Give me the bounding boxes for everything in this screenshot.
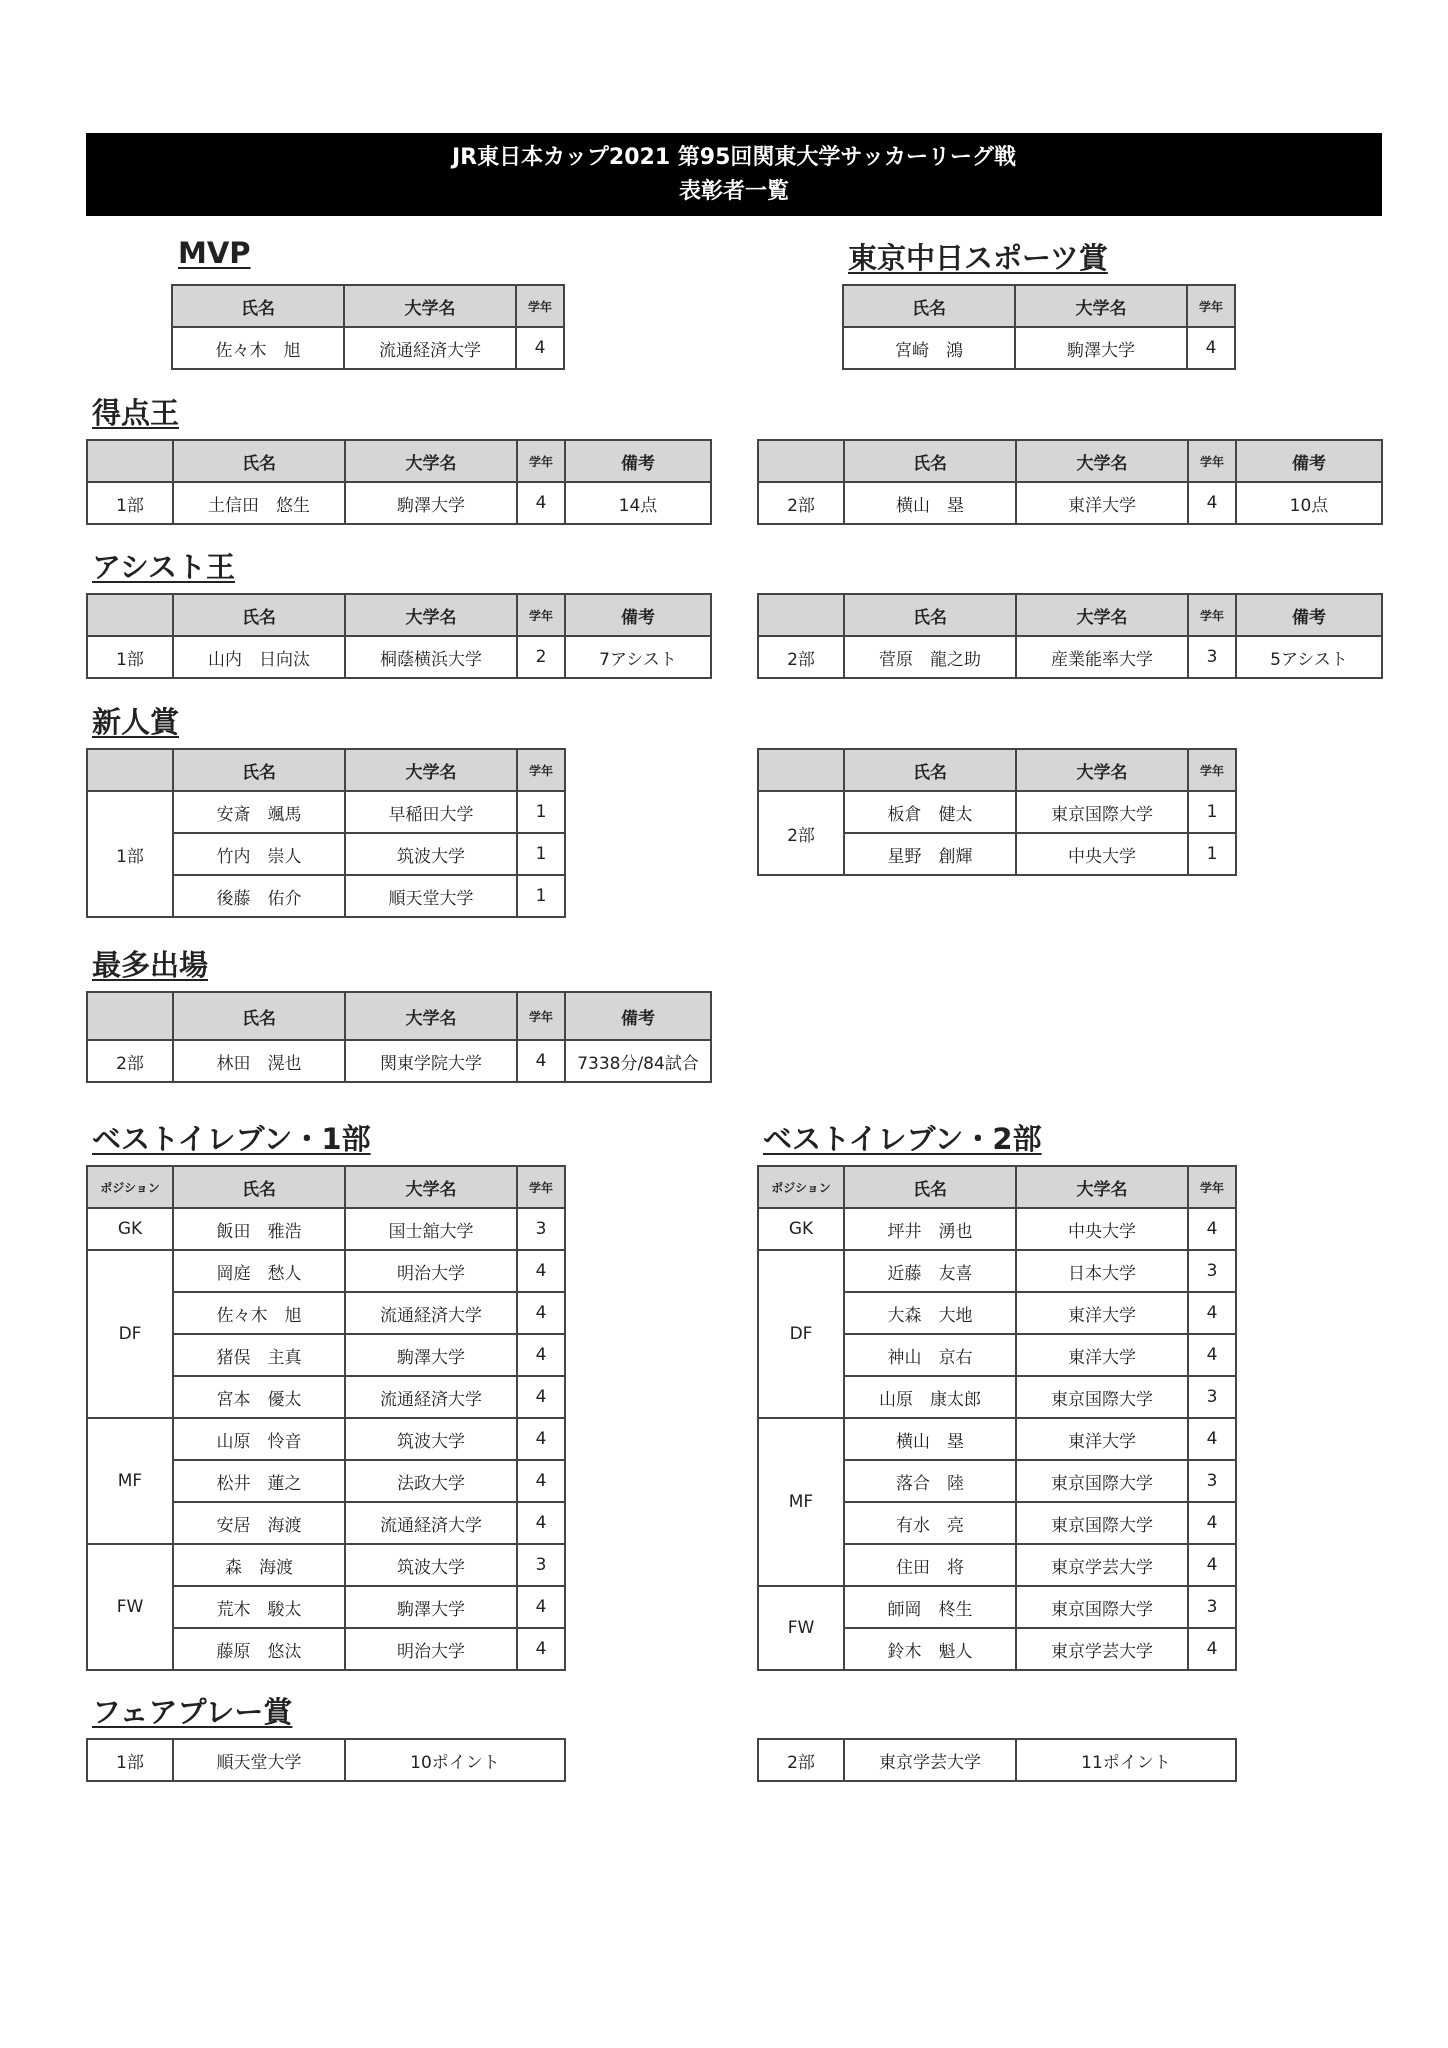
cell-name: 宮崎 鴻	[843, 327, 1015, 369]
table-header-row	[87, 440, 711, 482]
cell-university: 流通経済大学	[345, 1292, 517, 1334]
cell-name: 菅原 龍之助	[844, 636, 1016, 678]
cell-grade: 4	[517, 1040, 565, 1082]
header-grade: 学年	[516, 285, 564, 327]
top-scorer-div2-table	[757, 439, 1383, 525]
header-university: 大学名	[1016, 594, 1188, 636]
cell-name: 松井 蓮之	[173, 1460, 345, 1502]
header-name: 氏名	[173, 1166, 345, 1208]
cell-grade: 4	[1188, 1544, 1236, 1586]
header-title: JR東日本カップ2021 第95回関東大学サッカーリーグ戦	[452, 145, 1016, 170]
header-name: 氏名	[173, 992, 345, 1040]
cell-grade: 1	[517, 791, 565, 833]
cell-grade: 4	[517, 1376, 565, 1418]
cell-university: 中央大学	[1016, 833, 1188, 875]
cell-division: 2部	[87, 1040, 173, 1082]
best11-div2-table	[757, 1165, 1237, 1671]
header-university: 大学名	[1016, 440, 1188, 482]
header-blank	[758, 594, 844, 636]
cell-university: 流通経済大学	[345, 1376, 517, 1418]
cell-university: 東洋大学	[1016, 1334, 1188, 1376]
assist-div1-table	[86, 593, 712, 679]
cell-name: 鈴木 魁人	[844, 1628, 1016, 1670]
cell-name: 荒木 駿太	[173, 1586, 345, 1628]
cell-grade: 4	[517, 1334, 565, 1376]
table-row	[87, 636, 711, 678]
cell-university: 関東学院大学	[345, 1040, 517, 1082]
cell-grade: 4	[517, 1292, 565, 1334]
table-row	[758, 1586, 1236, 1628]
cell-university: 中央大学	[1016, 1208, 1188, 1250]
table-row	[843, 327, 1235, 369]
cell-name: 大森 大地	[844, 1292, 1016, 1334]
header-position: ポジション	[758, 1166, 844, 1208]
table-row	[172, 327, 564, 369]
cell-grade: 1	[1188, 791, 1236, 833]
table-row	[758, 636, 1382, 678]
header-grade: 学年	[1188, 594, 1236, 636]
cell-university: 駒澤大学	[1015, 327, 1187, 369]
cell-university: 流通経済大学	[344, 327, 516, 369]
header-university: 大学名	[345, 594, 517, 636]
header-university: 大学名	[345, 1166, 517, 1208]
table-row	[758, 1250, 1236, 1292]
cell-name: 板倉 健太	[844, 791, 1016, 833]
cell-name: 安斎 颯馬	[173, 791, 345, 833]
cell-grade: 1	[517, 875, 565, 917]
cell-grade: 4	[517, 1628, 565, 1670]
fair-play-div2-table	[757, 1738, 1237, 1782]
cell-position: DF	[87, 1250, 173, 1418]
cell-grade: 4	[517, 1418, 565, 1460]
header-name: 氏名	[844, 440, 1016, 482]
most-appearances-table	[86, 991, 712, 1083]
cell-university: 順天堂大学	[173, 1739, 345, 1781]
header-note: 備考	[565, 440, 711, 482]
cell-grade: 4	[517, 1460, 565, 1502]
table-header-row	[87, 749, 565, 791]
cell-position: MF	[758, 1418, 844, 1586]
cell-grade: 3	[517, 1544, 565, 1586]
cell-university: 産業能率大学	[1016, 636, 1188, 678]
cell-division: 1部	[87, 482, 173, 524]
cell-university: 桐蔭横浜大学	[345, 636, 517, 678]
cell-name: 土信田 悠生	[173, 482, 345, 524]
cell-university: 駒澤大学	[345, 1334, 517, 1376]
cell-grade: 4	[516, 327, 564, 369]
cell-position: FW	[758, 1586, 844, 1670]
header-blank	[87, 749, 173, 791]
header-name: 氏名	[844, 594, 1016, 636]
header-note: 備考	[565, 992, 711, 1040]
table-header-row	[87, 594, 711, 636]
header-note: 備考	[1236, 594, 1382, 636]
header-grade: 学年	[1188, 749, 1236, 791]
table-header-row	[87, 992, 711, 1040]
cell-name: 林田 滉也	[173, 1040, 345, 1082]
table-header-row	[172, 285, 564, 327]
cell-name: 落合 陸	[844, 1460, 1016, 1502]
cell-grade: 4	[1188, 1334, 1236, 1376]
cell-points: 10ポイント	[345, 1739, 565, 1781]
cell-university: 筑波大学	[345, 1418, 517, 1460]
cell-name: 飯田 雅浩	[173, 1208, 345, 1250]
mvp-title: MVP	[178, 236, 251, 270]
table-row	[87, 1208, 565, 1250]
cell-division: 1部	[87, 1739, 173, 1781]
cell-university: 東京国際大学	[1016, 1460, 1188, 1502]
table-header-row	[758, 1166, 1236, 1208]
table-header-row	[843, 285, 1235, 327]
cell-university: 流通経済大学	[345, 1502, 517, 1544]
cell-university: 国士舘大学	[345, 1208, 517, 1250]
header-name: 氏名	[844, 749, 1016, 791]
header-university: 大学名	[344, 285, 516, 327]
header-grade: 学年	[1188, 1166, 1236, 1208]
cell-university: 法政大学	[345, 1460, 517, 1502]
cell-name: 佐々木 旭	[173, 1292, 345, 1334]
cell-grade: 1	[1188, 833, 1236, 875]
cell-name: 師岡 柊生	[844, 1586, 1016, 1628]
header-university: 大学名	[345, 992, 517, 1040]
header-name: 氏名	[172, 285, 344, 327]
table-row	[87, 482, 711, 524]
cell-name: 竹内 崇人	[173, 833, 345, 875]
cell-name: 佐々木 旭	[172, 327, 344, 369]
table-header-row	[758, 749, 1236, 791]
cell-name: 後藤 佑介	[173, 875, 345, 917]
cell-note: 10点	[1236, 482, 1382, 524]
header-university: 大学名	[1015, 285, 1187, 327]
most-appearances-title: 最多出場	[92, 948, 209, 982]
cell-name: 横山 塁	[844, 1418, 1016, 1460]
cell-note: 5アシスト	[1236, 636, 1382, 678]
cell-university: 明治大学	[345, 1628, 517, 1670]
cell-division: 2部	[758, 1739, 844, 1781]
tokyo-chunichi-table	[842, 284, 1236, 370]
cell-grade: 3	[1188, 1250, 1236, 1292]
cell-grade: 4	[1187, 327, 1235, 369]
header-position: ポジション	[87, 1166, 173, 1208]
cell-university: 日本大学	[1016, 1250, 1188, 1292]
cell-university: 筑波大学	[345, 833, 517, 875]
header-subtitle: 表彰者一覧	[678, 179, 789, 204]
cell-university: 駒澤大学	[345, 482, 517, 524]
best11-div1-table	[86, 1165, 566, 1671]
cell-university: 順天堂大学	[345, 875, 517, 917]
header-note: 備考	[565, 594, 711, 636]
rookie-title: 新人賞	[92, 705, 180, 739]
cell-position: MF	[87, 1418, 173, 1544]
table-row	[87, 1544, 565, 1586]
cell-grade: 3	[1188, 636, 1236, 678]
best11-div2-title: ベストイレブン・2部	[763, 1122, 1042, 1156]
table-row	[87, 1040, 711, 1082]
cell-division: 1部	[87, 791, 173, 917]
table-row	[758, 482, 1382, 524]
header-name: 氏名	[173, 594, 345, 636]
cell-position: FW	[87, 1544, 173, 1670]
header-university: 大学名	[1016, 749, 1188, 791]
cell-name: 横山 塁	[844, 482, 1016, 524]
cell-grade: 4	[1188, 1628, 1236, 1670]
table-header-row	[758, 440, 1382, 482]
header-grade: 学年	[517, 1166, 565, 1208]
cell-name: 岡庭 愁人	[173, 1250, 345, 1292]
cell-university: 東京学芸大学	[1016, 1628, 1188, 1670]
cell-points: 11ポイント	[1016, 1739, 1236, 1781]
cell-grade: 4	[517, 1250, 565, 1292]
cell-university: 東洋大学	[1016, 1418, 1188, 1460]
table-row	[87, 791, 565, 833]
table-row	[758, 1739, 1236, 1781]
header-grade: 学年	[517, 440, 565, 482]
cell-university: 駒澤大学	[345, 1586, 517, 1628]
table-row	[87, 1418, 565, 1460]
cell-name: 住田 将	[844, 1544, 1016, 1586]
header-blank	[758, 440, 844, 482]
table-row	[87, 1250, 565, 1292]
cell-name: 山原 怜音	[173, 1418, 345, 1460]
table-header-row	[758, 594, 1382, 636]
cell-division: 1部	[87, 636, 173, 678]
cell-name: 坪井 湧也	[844, 1208, 1016, 1250]
cell-university: 東京学芸大学	[844, 1739, 1016, 1781]
cell-university: 東京国際大学	[1016, 791, 1188, 833]
assist-title: アシスト王	[92, 550, 235, 584]
cell-grade: 4	[517, 1502, 565, 1544]
cell-name: 星野 創輝	[844, 833, 1016, 875]
cell-name: 山原 康太郎	[844, 1376, 1016, 1418]
table-row	[758, 1208, 1236, 1250]
mvp-table	[171, 284, 565, 370]
header-blank	[87, 594, 173, 636]
cell-grade: 4	[1188, 1292, 1236, 1334]
cell-position: GK	[758, 1208, 844, 1250]
cell-name: 猪俣 主真	[173, 1334, 345, 1376]
cell-name: 有水 亮	[844, 1502, 1016, 1544]
header-grade: 学年	[517, 749, 565, 791]
header-grade: 学年	[1187, 285, 1235, 327]
fair-play-div1-table	[86, 1738, 566, 1782]
cell-university: 東京国際大学	[1016, 1502, 1188, 1544]
cell-name: 安居 海渡	[173, 1502, 345, 1544]
header-university: 大学名	[345, 749, 517, 791]
header-blank	[87, 440, 173, 482]
table-row	[758, 791, 1236, 833]
cell-grade: 3	[1188, 1586, 1236, 1628]
tokyo-chunichi-title: 東京中日スポーツ賞	[848, 241, 1108, 275]
cell-name: 宮本 優太	[173, 1376, 345, 1418]
cell-name: 神山 京右	[844, 1334, 1016, 1376]
top-scorer-div1-table	[86, 439, 712, 525]
header-grade: 学年	[517, 992, 565, 1040]
cell-grade: 4	[1188, 1418, 1236, 1460]
header-note: 備考	[1236, 440, 1382, 482]
cell-grade: 3	[517, 1208, 565, 1250]
cell-division: 2部	[758, 791, 844, 875]
cell-position: DF	[758, 1250, 844, 1418]
cell-university: 東洋大学	[1016, 1292, 1188, 1334]
cell-grade: 4	[1188, 1208, 1236, 1250]
top-scorer-title: 得点王	[92, 396, 180, 430]
cell-university: 筑波大学	[345, 1544, 517, 1586]
header-name: 氏名	[843, 285, 1015, 327]
header-name: 氏名	[173, 749, 345, 791]
header-blank	[758, 749, 844, 791]
cell-grade: 3	[1188, 1376, 1236, 1418]
cell-name: 藤原 悠汰	[173, 1628, 345, 1670]
cell-grade: 4	[517, 1586, 565, 1628]
header-university: 大学名	[1016, 1166, 1188, 1208]
cell-grade: 4	[1188, 1502, 1236, 1544]
cell-grade: 4	[517, 482, 565, 524]
cell-position: GK	[87, 1208, 173, 1250]
cell-name: 森 海渡	[173, 1544, 345, 1586]
cell-university: 早稲田大学	[345, 791, 517, 833]
header-name: 氏名	[844, 1166, 1016, 1208]
rookie-div2-table	[757, 748, 1237, 876]
cell-name: 近藤 友喜	[844, 1250, 1016, 1292]
cell-division: 2部	[758, 482, 844, 524]
table-row	[87, 1739, 565, 1781]
cell-name: 山内 日向汰	[173, 636, 345, 678]
rookie-div1-table	[86, 748, 566, 918]
cell-note: 7338分/84試合	[565, 1040, 711, 1082]
cell-grade: 1	[517, 833, 565, 875]
cell-university: 東京国際大学	[1016, 1376, 1188, 1418]
cell-university: 東洋大学	[1016, 482, 1188, 524]
header-university: 大学名	[345, 440, 517, 482]
cell-grade: 4	[1188, 482, 1236, 524]
header-grade: 学年	[517, 594, 565, 636]
cell-note: 14点	[565, 482, 711, 524]
cell-university: 東京学芸大学	[1016, 1544, 1188, 1586]
header-name: 氏名	[173, 440, 345, 482]
cell-grade: 2	[517, 636, 565, 678]
cell-division: 2部	[758, 636, 844, 678]
table-row	[758, 1418, 1236, 1460]
cell-university: 東京国際大学	[1016, 1586, 1188, 1628]
cell-grade: 3	[1188, 1460, 1236, 1502]
page-header	[86, 133, 1382, 216]
cell-note: 7アシスト	[565, 636, 711, 678]
table-header-row	[87, 1166, 565, 1208]
fair-play-title: フェアプレー賞	[92, 1695, 293, 1729]
best11-div1-title: ベストイレブン・1部	[92, 1122, 371, 1156]
cell-university: 明治大学	[345, 1250, 517, 1292]
header-grade: 学年	[1188, 440, 1236, 482]
header-blank	[87, 992, 173, 1040]
assist-div2-table	[757, 593, 1383, 679]
